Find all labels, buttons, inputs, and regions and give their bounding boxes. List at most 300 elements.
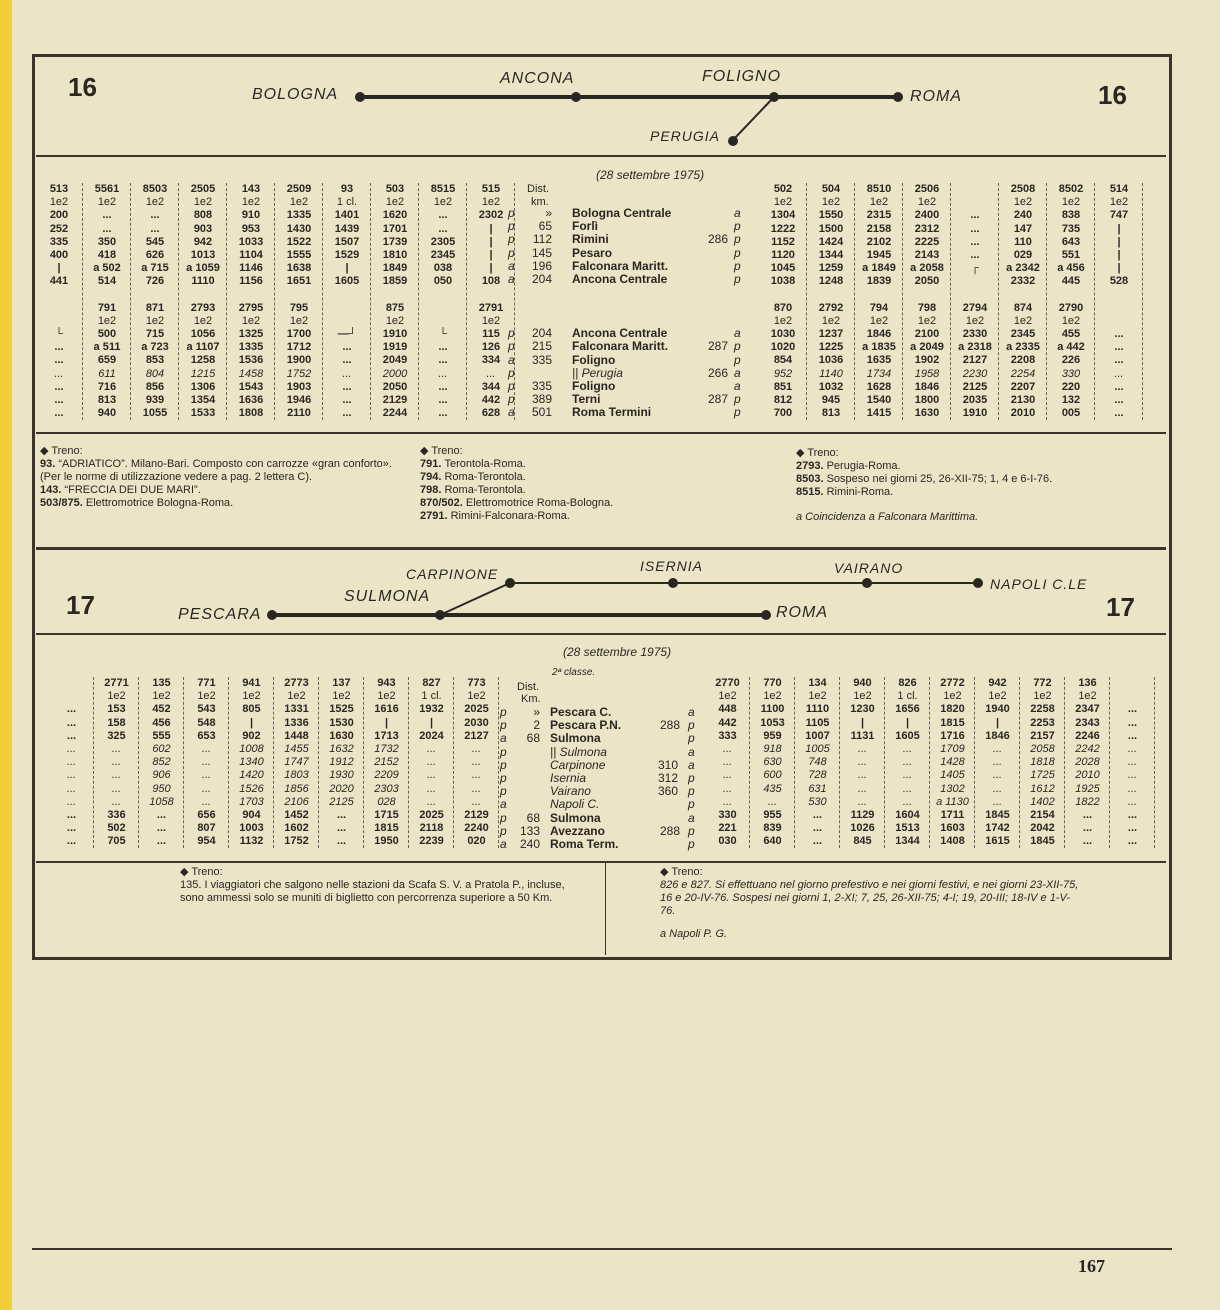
time-cell: 1513: [895, 822, 920, 835]
train-number: 2790: [1058, 301, 1084, 314]
arr-dep: a: [734, 378, 741, 393]
arr-dep: p: [508, 339, 515, 354]
time-cell: 030: [718, 835, 737, 848]
time-cell: 813: [821, 407, 841, 420]
time-cell: 1105: [805, 716, 830, 729]
train-class: 1e2: [917, 314, 937, 327]
time-cell: 200: [49, 209, 69, 222]
time-cell: 442: [718, 716, 737, 729]
spacer: [808, 289, 854, 302]
arr-dep: p: [734, 392, 741, 407]
time-cell: 2110: [287, 407, 311, 420]
time-cell: ...: [902, 782, 913, 795]
time-cell: ...: [438, 407, 448, 420]
arr-dep: a: [508, 271, 515, 286]
note-entry: [420, 471, 780, 484]
time-cell: 631: [808, 782, 827, 795]
group-km-value: 360: [658, 784, 679, 799]
time-cell: 626: [145, 248, 165, 261]
train-column: [420, 183, 467, 420]
train-class: 1e2: [1109, 196, 1129, 209]
train-column: [320, 677, 364, 848]
time-cell: 1408: [940, 835, 965, 848]
spacer: [468, 289, 514, 302]
train-column: [95, 677, 139, 848]
time-cell: 502: [107, 822, 126, 835]
time-cell: 551: [1061, 248, 1081, 261]
time-cell: ...: [857, 769, 868, 782]
station-name: Isernia: [550, 770, 587, 785]
note-number: 794.: [420, 471, 445, 483]
note-entry: [420, 497, 780, 510]
time-cell: 2024: [419, 729, 444, 742]
time-cell: ...: [438, 367, 448, 380]
time-cell: ...: [471, 795, 482, 808]
time-cell: 1258: [190, 354, 216, 367]
note-number: 503/875.: [40, 497, 86, 509]
time-cell: ...: [857, 782, 868, 795]
time-cell: ...: [1127, 742, 1138, 755]
time-cell: 852: [152, 756, 171, 769]
time-cell: 1026: [850, 822, 875, 835]
time-cell: 1810: [382, 248, 408, 261]
time-cell: 2058: [1030, 742, 1055, 755]
time-cell: 659: [97, 354, 117, 367]
time-cell: 1529: [334, 248, 360, 261]
train-number: [1111, 677, 1154, 690]
arr-dep: a: [734, 326, 741, 341]
train-class: 1e2: [1061, 196, 1081, 209]
note-text: Roma-Terontola.: [444, 471, 526, 483]
time-cell: ...: [1127, 808, 1138, 821]
time-cell: ...: [1114, 367, 1124, 380]
train-number: 795: [289, 301, 309, 314]
time-cell: 500: [97, 328, 117, 341]
time-cell: 1700: [286, 328, 312, 341]
time-cell: ...: [1114, 407, 1124, 420]
train-class: 1 cl.: [421, 690, 442, 703]
time-cell: 2010: [1010, 407, 1036, 420]
perugia-km: [708, 367, 728, 380]
time-cell: 1304: [770, 209, 796, 222]
time-cell: 221: [718, 822, 737, 835]
time-cell: 748: [808, 756, 827, 769]
time-cell: 132: [1061, 394, 1081, 406]
time-cell: 2253: [1030, 716, 1055, 729]
time-cell: 1525: [329, 703, 354, 716]
ap-left: [500, 706, 507, 851]
train-class: 1e2: [193, 196, 213, 209]
note-number: 791.: [420, 458, 445, 470]
time-cell: 2332: [1010, 275, 1036, 288]
time-cell: ...: [438, 380, 448, 393]
time-cell: ...: [426, 782, 437, 795]
train-class: 1e2: [289, 196, 309, 209]
time-cell: ...: [156, 822, 167, 835]
train-number: [324, 302, 370, 315]
time-cell: 628: [481, 407, 501, 420]
stations-col: [550, 706, 621, 851]
train-column: [1066, 677, 1110, 848]
train-class: [1111, 690, 1154, 703]
arr-dep: p: [500, 744, 507, 759]
time-cell: ...: [111, 742, 122, 755]
time-cell: 1900: [286, 354, 312, 367]
train-number: 2770: [715, 677, 740, 689]
foligno-node: [769, 92, 779, 102]
train-column: [275, 677, 319, 848]
notes-16-mid: [420, 445, 780, 523]
time-cell: 1439: [334, 222, 360, 235]
spacer: [1000, 289, 1046, 302]
time-cell: 1732: [374, 742, 399, 755]
time-cell: 2158: [866, 222, 892, 235]
time-cell: ...: [426, 756, 437, 769]
train-number: 135: [152, 677, 171, 689]
note-number: 2791.: [420, 510, 451, 522]
notes-16-left: [40, 445, 410, 510]
train-number: 503: [385, 183, 405, 195]
table-number-right: 16: [1098, 80, 1127, 110]
note-text: Roma-Terontola.: [444, 484, 526, 496]
train-column: [796, 677, 840, 848]
km-value: 501: [531, 405, 552, 420]
time-cell: 2020: [329, 782, 354, 795]
time-cell: 2129: [464, 808, 489, 821]
train-number: 874: [1013, 301, 1033, 314]
time-cell: 1555: [286, 248, 312, 261]
train-class: 1e2: [385, 314, 405, 327]
time-cell: 2042: [1030, 822, 1055, 835]
rule-footer: [32, 1248, 1172, 1250]
spacer: [1096, 289, 1142, 302]
time-cell: 110: [1014, 235, 1032, 248]
train-column: [276, 183, 323, 420]
train-column: [904, 183, 951, 420]
time-cell: 1033: [238, 235, 264, 248]
time-cell: ...: [1127, 729, 1138, 742]
km-top: [524, 207, 552, 286]
time-cell: 1402: [1030, 795, 1055, 808]
arr-dep: a: [688, 705, 695, 719]
dist-label-16: Dist.: [527, 183, 549, 195]
time-cell: 656: [197, 808, 216, 821]
train-class: [50, 690, 93, 703]
time-cell: 334: [481, 354, 501, 367]
time-cell: |: [345, 262, 349, 275]
time-cell: |: [489, 262, 493, 275]
time-cell: ...: [902, 742, 913, 755]
train-column: [132, 183, 179, 420]
train-number: 2772: [940, 677, 965, 689]
time-cell: 1152: [771, 235, 795, 248]
arr-dep: p: [508, 206, 515, 220]
time-cell: 945: [821, 394, 841, 406]
notes-16-right: [796, 447, 1156, 524]
time-cell: 1007: [805, 729, 830, 742]
group-km-mid: [658, 759, 678, 799]
note-entry: [420, 510, 780, 523]
time-cell: ...: [438, 354, 448, 367]
train-number: 8502: [1058, 183, 1084, 195]
time-cell: ...: [992, 782, 1003, 795]
time-cell: 1919: [382, 341, 408, 354]
spacer: [36, 289, 82, 302]
time-cell: 050: [433, 275, 453, 288]
time-cell: 1335: [238, 341, 264, 354]
ap-top-left: [508, 207, 515, 286]
time-cell: 1526: [239, 782, 264, 795]
time-cell: |: [1117, 235, 1121, 248]
time-cell: ...: [902, 756, 913, 769]
train-class: 1e2: [242, 690, 261, 703]
rule: [36, 861, 1166, 863]
time-cell: |: [489, 222, 493, 235]
arr-dep: p: [508, 326, 515, 341]
note-text: Sospeso nei giorni 25, 26-XII-75; 1, 4 e 6-I-76.: [826, 473, 1053, 485]
train-class: 1 cl.: [336, 196, 358, 209]
train-column: [760, 183, 807, 420]
rule: [36, 633, 1166, 635]
train-number: 2771: [104, 677, 129, 689]
time-cell: 1815: [940, 716, 965, 729]
time-cell: ...: [201, 795, 212, 808]
time-cell: ...: [970, 209, 980, 222]
train-number: 871: [145, 301, 165, 314]
time-cell: 1533: [190, 407, 216, 420]
time-cell: ...: [992, 795, 1003, 808]
time-cell: 1036: [818, 354, 844, 367]
time-cell: ...: [150, 209, 160, 222]
time-cell: 1638: [286, 262, 312, 275]
train-number: 137: [332, 677, 351, 689]
train-number: 134: [808, 677, 827, 689]
time-cell: 640: [763, 835, 782, 848]
time-cell: ...: [471, 782, 482, 795]
time-cell: 1156: [239, 275, 263, 288]
time-cell: 918: [763, 742, 782, 755]
time-cell: ...: [812, 808, 823, 821]
time-cell: 1711: [940, 808, 965, 821]
time-cell: a 2335: [1006, 341, 1040, 354]
arr-dep: p: [734, 219, 741, 234]
rule-vertical: [605, 863, 606, 955]
train-number: 5561: [94, 183, 120, 195]
time-cell: 1120: [771, 248, 795, 261]
time-cell: ...: [426, 742, 437, 755]
time-cell: a 2342: [1006, 262, 1040, 275]
time-cell: └: [439, 328, 447, 341]
time-cell: ...: [970, 235, 980, 248]
rule: [36, 155, 1166, 157]
time-cell: 954: [197, 835, 216, 848]
train-column: [50, 677, 94, 848]
time-cell: 747: [1109, 209, 1129, 222]
time-cell: 1458: [238, 367, 264, 380]
time-cell: ...: [1127, 769, 1138, 782]
note-826-827: 826 e 827. Si effettuano nel giorno prefestivo e nei giorni festivi, e nei giorni 23-XII-75, 16 e 20-IV-76. Sospesi nei giorni 1, 2-XI; 7, 25, 26-XII-75; 4-I; 19, 20-III; 18-IV e 1-V-76.: [660, 879, 1079, 917]
time-cell: 1902: [914, 354, 940, 367]
group-km-value: 288: [660, 718, 681, 732]
time-cell: ...: [1127, 795, 1138, 808]
arr-dep: p: [688, 718, 695, 733]
time-cell: 1110: [805, 703, 830, 716]
perugia-node: [728, 136, 738, 146]
time-cell: 528: [1109, 275, 1129, 288]
time-cell: ...: [992, 756, 1003, 769]
time-cell: ...: [426, 795, 437, 808]
train-number: [420, 302, 466, 315]
time-cell: 2030: [464, 716, 489, 729]
train-class: 1e2: [481, 314, 501, 327]
time-cell: ...: [150, 222, 160, 235]
time-cell: 2230: [962, 367, 988, 380]
time-cell: ...: [812, 822, 823, 835]
time-cell: 1415: [866, 407, 892, 420]
time-cell: ...: [970, 248, 980, 261]
note-text: Terontola-Roma.: [444, 458, 526, 470]
time-cell: 1822: [1075, 795, 1100, 808]
train-column: [372, 183, 419, 420]
time-cell: ...: [1127, 703, 1138, 716]
station-name: Napoli C.: [550, 797, 600, 812]
station-name: Pescara C.: [550, 705, 612, 719]
km-value: 2: [533, 718, 540, 733]
train-column: [1048, 183, 1095, 420]
time-cell: 808: [193, 209, 213, 222]
time-cell: 1846: [914, 380, 940, 393]
time-cell: 1428: [940, 756, 965, 769]
km-value: »: [545, 206, 552, 220]
train-column: [228, 183, 275, 420]
train-number: 827: [422, 677, 441, 689]
train-class: 1e2: [193, 314, 213, 327]
bologna-node: [355, 92, 365, 102]
time-cell: 2305: [430, 235, 456, 248]
time-cell: 1925: [1075, 782, 1100, 795]
train-class: 1e2: [433, 196, 453, 209]
station-name: Roma Term.: [550, 836, 619, 851]
time-cell: 1950: [374, 835, 399, 848]
train-number: 2795: [238, 301, 264, 314]
time-cell: 1336: [284, 716, 309, 729]
time-cell: 2400: [914, 209, 940, 222]
time-cell: ...: [201, 742, 212, 755]
time-cell: 2050: [382, 380, 408, 393]
time-cell: 158: [107, 716, 126, 729]
time-cell: 336: [107, 808, 126, 821]
train-number: 770: [763, 677, 782, 689]
train-number: 2791: [478, 301, 504, 314]
time-cell: ...: [66, 756, 77, 769]
station-name: || Perugia: [572, 365, 623, 380]
time-cell: 2127: [464, 729, 489, 742]
train-class: 1e2: [917, 196, 937, 209]
time-cell: 1628: [866, 380, 892, 393]
train-number: [36, 302, 82, 315]
arr-dep: p: [734, 245, 741, 260]
train-number: 773: [467, 677, 486, 689]
time-cell: 1612: [1030, 782, 1055, 795]
train-number: 2508: [1010, 183, 1036, 195]
train-column: [886, 677, 930, 848]
spacer: [180, 289, 226, 302]
train-class: 1e2: [287, 690, 306, 703]
km-value: 196: [531, 258, 552, 273]
time-cell: 2347: [1075, 703, 1100, 716]
time-cell: 1530: [329, 716, 354, 729]
note-entry: [40, 497, 410, 510]
train-column: [808, 183, 855, 420]
train-number: 93: [340, 183, 354, 195]
train-number: 2793: [190, 301, 216, 314]
time-cell: |: [384, 716, 389, 729]
time-cell: ...: [201, 782, 212, 795]
time-cell: 115: [482, 328, 500, 341]
time-cell: 2246: [1075, 729, 1100, 742]
train-column: [140, 677, 184, 848]
time-cell: 1930: [329, 769, 354, 782]
time-cell: |: [249, 716, 254, 729]
arr-dep: p: [500, 718, 507, 733]
time-cell: a 723: [141, 341, 169, 354]
note-entry: [796, 460, 1156, 473]
time-cell: 325: [107, 729, 126, 742]
validity-16: (28 settembre 1975): [596, 168, 705, 182]
km-value: [524, 367, 552, 380]
train-number: 941: [242, 677, 261, 689]
time-cell: 940: [97, 407, 117, 420]
note-text: Elettromotrice Roma-Bologna.: [465, 497, 614, 509]
time-cell: ...: [1127, 756, 1138, 769]
city-carpinone: CARPINONE: [406, 566, 499, 582]
time-cell: 853: [145, 354, 165, 367]
time-cell: ...: [66, 769, 77, 782]
time-cell: ...: [767, 795, 778, 808]
time-cell: ...: [111, 795, 122, 808]
time-cell: 1630: [914, 407, 940, 420]
time-cell: ...: [156, 808, 167, 821]
time-cell: 2209: [374, 769, 399, 782]
station-name: Ancona Centrale: [572, 271, 668, 286]
time-cell: 2000: [382, 367, 408, 380]
spacer: [952, 289, 998, 302]
time-cell: 435: [763, 782, 782, 795]
train-class: 1e2: [821, 314, 841, 327]
train-class: 1e2: [808, 690, 827, 703]
city-ancona: ANCONA: [500, 70, 575, 87]
arr-dep: a: [508, 258, 515, 273]
train-number: 942: [988, 677, 1007, 689]
time-cell: 1604: [895, 808, 920, 821]
train-class: 1e2: [869, 196, 889, 209]
train-column: [952, 183, 999, 420]
train-class: [1096, 315, 1142, 328]
time-cell: 1845: [985, 808, 1010, 821]
ap-top-right: [734, 207, 741, 286]
spacer: [856, 289, 902, 302]
note-entry: [420, 484, 780, 497]
train-number: 504: [821, 183, 841, 195]
time-cell: ...: [970, 222, 980, 235]
time-cell: ...: [902, 769, 913, 782]
train-number: 143: [241, 183, 261, 195]
time-cell: 1715: [374, 808, 399, 821]
train-column: [1021, 677, 1065, 848]
time-cell: 1230: [850, 703, 875, 716]
station-name: Bologna Centrale: [572, 206, 672, 220]
time-cell: 1140: [819, 367, 843, 380]
